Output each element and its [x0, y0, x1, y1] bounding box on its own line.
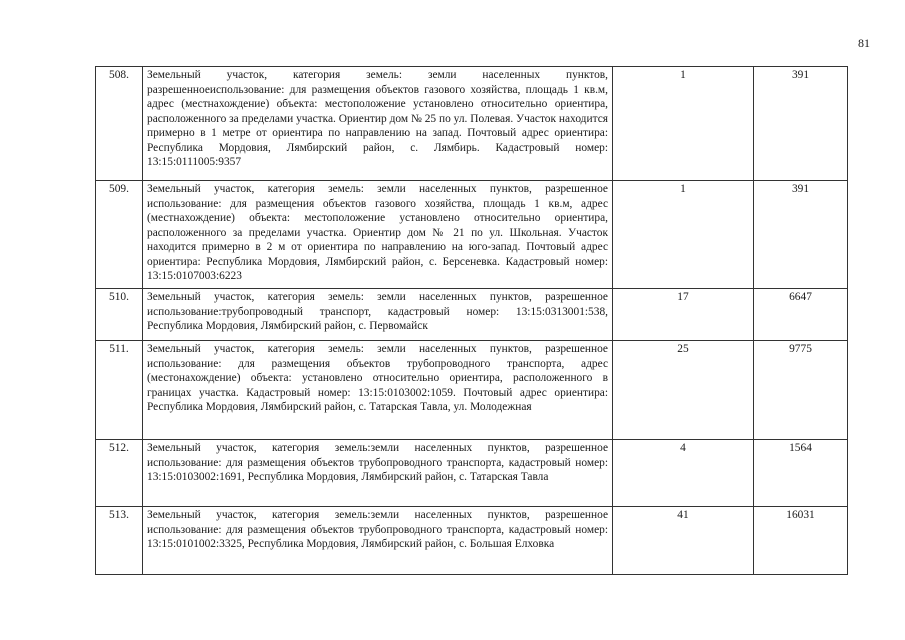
- plot-description: Земельный участок, категория земель:земли населенных пунктов, разрешенное использование: для размещения объектов трубопроводного транспорта, кадастровый номер: 13:15:0101002:3325, Республика Мордовия, Лямбирский район, с. Большая Елховка: [143, 507, 613, 575]
- plot-description: Земельный участок, категория земель: земли населенных пунктов, разрешенное использование:трубопроводный транспорт, кадастровый номер: 13:15:0313001:538, Республика Мордовия, Лямбирский район, с. Первомайск: [143, 289, 613, 341]
- plot-value: 1564: [754, 440, 848, 507]
- table-row: [96, 289, 848, 341]
- plot-quantity: 41: [613, 507, 754, 575]
- plot-value: 16031: [754, 507, 848, 575]
- table-row: [96, 181, 848, 289]
- plot-description: Земельный участок, категория земель: земли населенных пунктов, разрешенное использование: для размещения объектов трубопроводного транспорта, адрес (местонахождение) объекта: установлено относительно ориентира, расположенного в границах участка. Кадастровый номер: 13:15:0103002:1059. Почтовый адрес ориентира: Республика Мордовия, Лямбирский район, с. Татарская Тавла, ул. Молодежная: [143, 341, 613, 440]
- plot-description: Земельный участок, категория земель:земли населенных пунктов, разрешенное использование: для размещения объектов трубопроводного транспорта, кадастровый номер: 13:15:0103002:1691, Республика Мордовия, Лямбирский район, с. Татарская Тавла: [143, 440, 613, 507]
- plot-quantity: 1: [613, 181, 754, 289]
- table-row: [96, 67, 848, 181]
- plot-value: 391: [754, 181, 848, 289]
- row-number: 512.: [96, 440, 143, 507]
- plot-value: 9775: [754, 341, 848, 440]
- plot-quantity: 1: [613, 67, 754, 181]
- plot-value: 6647: [754, 289, 848, 341]
- table-row: [96, 507, 848, 575]
- table-row: [96, 341, 848, 440]
- plot-quantity: 25: [613, 341, 754, 440]
- row-number: 511.: [96, 341, 143, 440]
- land-plots-table: [95, 66, 848, 575]
- table-row: [96, 440, 848, 507]
- plot-quantity: 17: [613, 289, 754, 341]
- plot-description: Земельный участок, категория земель: земли населенных пунктов, разрешенное использование: для размещения объектов газового хозяйства, площадь 1 кв.м, адрес (местнахождение) объекта: местоположение установлено относительно ориентира, расположенного за пределами участка. Ориентир дом № 21 по ул. Школьная. Участок находится примерно в 2 м от ориентира по направлению на юго-запад. Почтовый адрес ориентира: Республика Мордовия, Лямбирский район, с. Берсеневка. Кадастровый номер: 13:15:0107003:6223: [143, 181, 613, 289]
- row-number: 513.: [96, 507, 143, 575]
- row-number: 508.: [96, 67, 143, 181]
- plot-value: 391: [754, 67, 848, 181]
- row-number: 510.: [96, 289, 143, 341]
- plot-description: Земельный участок, категория земель: земли населенных пунктов, разрешенноеиспользование: для размещения объектов газового хозяйства, площадь 1 кв.м, адрес (местнахождение) объекта: местоположение установлено относительно ориентира, расположенного за пределами участка. Ориентир дом № 25 по ул. Полевая. Участок находится примерно в 1 метре от ориентира по направлению на запад. Почтовый адрес ориентира: Республика Мордовия, Лямбирский район, с. Лямбирь. Кадастровый номер: 13:15:0111005:9357: [143, 67, 613, 181]
- page-number: 81: [858, 36, 870, 50]
- row-number: 509.: [96, 181, 143, 289]
- plot-quantity: 4: [613, 440, 754, 507]
